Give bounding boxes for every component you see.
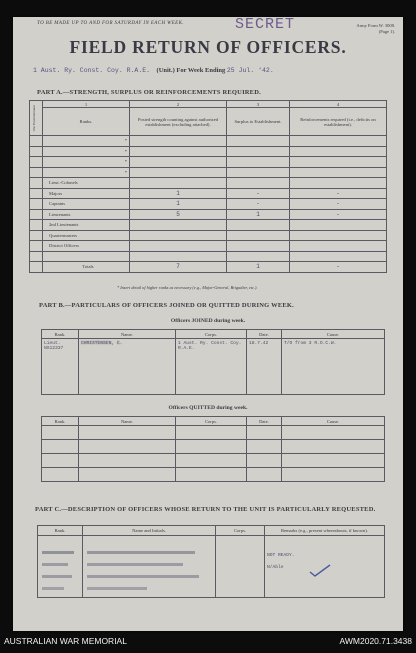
joined-row	[42, 339, 385, 395]
tick-mark-icon	[309, 564, 331, 578]
part-a-rows	[30, 136, 387, 273]
war-estab-cell	[30, 157, 43, 168]
part-c-rank-cell	[38, 536, 83, 598]
posted-cell	[130, 167, 227, 178]
posted-cell	[130, 157, 227, 168]
rank-cell: *	[43, 167, 130, 178]
part-a-row	[30, 157, 387, 168]
joined-corps: 1 Aust. Ry. Const. Coy. R.A.E.	[176, 339, 247, 395]
joined-rank-header: Rank.	[42, 330, 79, 339]
reinf-cell: -	[290, 199, 387, 210]
reinf-cell	[290, 230, 387, 241]
reinforcements-header: Reinforcements required (i.e., deficits on establishment).	[290, 108, 387, 136]
quitted-cause-header: Cause.	[282, 417, 385, 426]
rank-cell: *	[43, 157, 130, 168]
part-a-row	[30, 136, 387, 147]
quitted-row	[42, 426, 385, 440]
rank-cell: Totals	[43, 262, 130, 273]
part-a-row	[30, 241, 387, 252]
rank-cell: 2nd Lieutenants	[43, 220, 130, 231]
war-estab-cell	[30, 136, 43, 147]
part-a-row	[30, 199, 387, 210]
war-estab-cell	[30, 199, 43, 210]
reinf-cell	[290, 220, 387, 231]
quitted-date-header: Date.	[247, 417, 282, 426]
secret-stamp: SECRET	[235, 16, 296, 33]
war-estab-cell	[30, 220, 43, 231]
unit-label: (Unit.) For Week Ending	[156, 67, 226, 74]
joined-date-header: Date.	[247, 330, 282, 339]
surplus-cell	[227, 157, 290, 168]
part-a-row	[30, 146, 387, 157]
part-c-name-header: Name and Initials.	[83, 526, 216, 536]
posted-cell	[130, 251, 227, 262]
part-c-corps-cell	[216, 536, 265, 598]
war-estab-cell	[30, 251, 43, 262]
unit-line	[33, 67, 274, 74]
rank-cell: *	[43, 136, 130, 147]
part-c-corps-header: Corps.	[216, 526, 265, 536]
part-a-row	[30, 167, 387, 178]
part-c-heading: PART C.—DESCRIPTION OF OFFICERS WHOSE RETURN TO THE UNIT IS PARTICULARLY REQUESTED.	[35, 506, 376, 513]
page-number: (Page 1).	[378, 29, 395, 34]
surplus-cell	[227, 178, 290, 189]
reinf-cell	[290, 157, 387, 168]
reinf-cell	[290, 251, 387, 262]
posted-header: Posted strength counting against authorized establishment (excluding attached).	[130, 108, 227, 136]
quitted-corps-header: Corps.	[176, 417, 247, 426]
rank-cell: Lieutenants	[43, 209, 130, 220]
reinf-cell	[290, 178, 387, 189]
form-title: FIELD RETURN OF OFFICERS.	[69, 37, 347, 57]
posted-cell: 1	[130, 188, 227, 199]
ranks-header: Ranks.	[43, 108, 130, 136]
quitted-row	[42, 440, 385, 454]
quitted-name-header: Name.	[79, 417, 176, 426]
remark-2: N/Able	[267, 565, 284, 570]
part-a-row	[30, 188, 387, 199]
form-paper	[13, 17, 403, 631]
rank-cell: Majors	[43, 188, 130, 199]
joined-corps-header: Corps.	[176, 330, 247, 339]
footer-institution: AUSTRALIAN WAR MEMORIAL	[4, 636, 127, 646]
footer-accession: AWM2020.71.3438	[339, 636, 412, 646]
col-number-1: 1	[43, 101, 130, 108]
joined-rank: Lieut. NX12337	[42, 339, 79, 395]
surplus-cell: 1	[227, 262, 290, 273]
war-estab-cell	[30, 262, 43, 273]
part-a-row	[30, 230, 387, 241]
redacted-rank-text	[40, 537, 78, 595]
part-a-row	[30, 251, 387, 262]
reinf-cell	[290, 241, 387, 252]
quitted-rank-header: Rank.	[42, 417, 79, 426]
joined-name-header: Name.	[79, 330, 176, 339]
rank-cell: District Officers	[43, 241, 130, 252]
posted-cell: 7	[130, 262, 227, 273]
surplus-cell	[227, 220, 290, 231]
col-number-2: 2	[130, 101, 227, 108]
surplus-cell	[227, 230, 290, 241]
part-a-row	[30, 209, 387, 220]
redacted-name-text	[85, 537, 209, 595]
joined-title: Officers JOINED during week.	[170, 318, 246, 324]
part-c-table	[37, 525, 385, 598]
reinf-cell	[290, 167, 387, 178]
joined-table	[41, 329, 385, 395]
war-estab-cell	[30, 146, 43, 157]
posted-cell	[130, 230, 227, 241]
reinf-cell: -	[290, 262, 387, 273]
remark-1: NOT READY.	[267, 553, 295, 558]
war-establishment-header: War Establishment	[30, 101, 43, 136]
part-c-rank-header: Rank.	[38, 526, 83, 536]
surplus-cell	[227, 146, 290, 157]
surplus-cell: 1	[227, 209, 290, 220]
surplus-cell: -	[227, 199, 290, 210]
joined-name: CHRISTENSEN, C.	[79, 339, 176, 395]
form-number-text: Army Form W. 3008.	[356, 23, 395, 28]
rank-cell: *	[43, 146, 130, 157]
quitted-title: Officers QUITTED during week.	[168, 405, 248, 411]
part-c-remarks-header: Remarks (e.g., present whereabouts, if known).	[265, 526, 385, 536]
top-instruction: TO BE MADE UP TO AND FOR SATURDAY IN EACH WEEK.	[37, 21, 184, 26]
joined-cause: T/O from 3 R.O.C.W.	[282, 339, 385, 395]
quitted-table	[41, 416, 385, 482]
posted-cell: 1	[130, 199, 227, 210]
col-number-4: 4	[290, 101, 387, 108]
part-c-name-cell	[83, 536, 216, 598]
posted-cell	[130, 136, 227, 147]
reinf-cell	[290, 146, 387, 157]
part-a-row	[30, 178, 387, 189]
part-a-row	[30, 220, 387, 231]
surplus-cell	[227, 167, 290, 178]
surplus-cell: -	[227, 188, 290, 199]
war-estab-cell	[30, 178, 43, 189]
war-estab-cell	[30, 167, 43, 178]
week-value: 25 Jul. '42.	[226, 67, 274, 74]
war-estab-cell	[30, 230, 43, 241]
posted-cell: 5	[130, 209, 227, 220]
surplus-header: Surplus to Establishment.	[227, 108, 290, 136]
part-a-footnote: * Insert detail of higher ranks as necessary (e.g., Major-General, Brigadier, etc.).	[117, 285, 258, 290]
reinf-cell: -	[290, 209, 387, 220]
posted-cell	[130, 220, 227, 231]
joined-date: 18.7.42	[247, 339, 282, 395]
war-estab-cell	[30, 209, 43, 220]
quitted-row	[42, 468, 385, 482]
part-b-heading: PART B.—PARTICULARS OF OFFICERS JOINED OR QUITTED DURING WEEK.	[39, 302, 295, 309]
part-c-row	[38, 536, 385, 598]
rank-cell: Quartermasters	[43, 230, 130, 241]
surplus-cell	[227, 241, 290, 252]
war-estab-cell	[30, 188, 43, 199]
col-number-3: 3	[227, 101, 290, 108]
part-a-heading: PART A.—STRENGTH, SURPLUS OR REINFORCEMENTS REQUIRED.	[37, 89, 261, 96]
war-estab-cell	[30, 241, 43, 252]
reinf-cell	[290, 136, 387, 147]
posted-cell	[130, 241, 227, 252]
form-number	[356, 23, 395, 35]
part-a-table	[29, 100, 387, 273]
posted-cell	[130, 146, 227, 157]
rank-cell: Captains	[43, 199, 130, 210]
posted-cell	[130, 178, 227, 189]
surplus-cell	[227, 251, 290, 262]
unit-value: 1 Aust. Ry. Const. Coy. R.A.E.	[33, 67, 151, 74]
joined-cause-header: Cause.	[282, 330, 385, 339]
rank-cell	[43, 251, 130, 262]
reinf-cell: -	[290, 188, 387, 199]
part-a-row	[30, 262, 387, 273]
surplus-cell	[227, 136, 290, 147]
rank-cell: Lieut.-Colonels	[43, 178, 130, 189]
quitted-row	[42, 454, 385, 468]
